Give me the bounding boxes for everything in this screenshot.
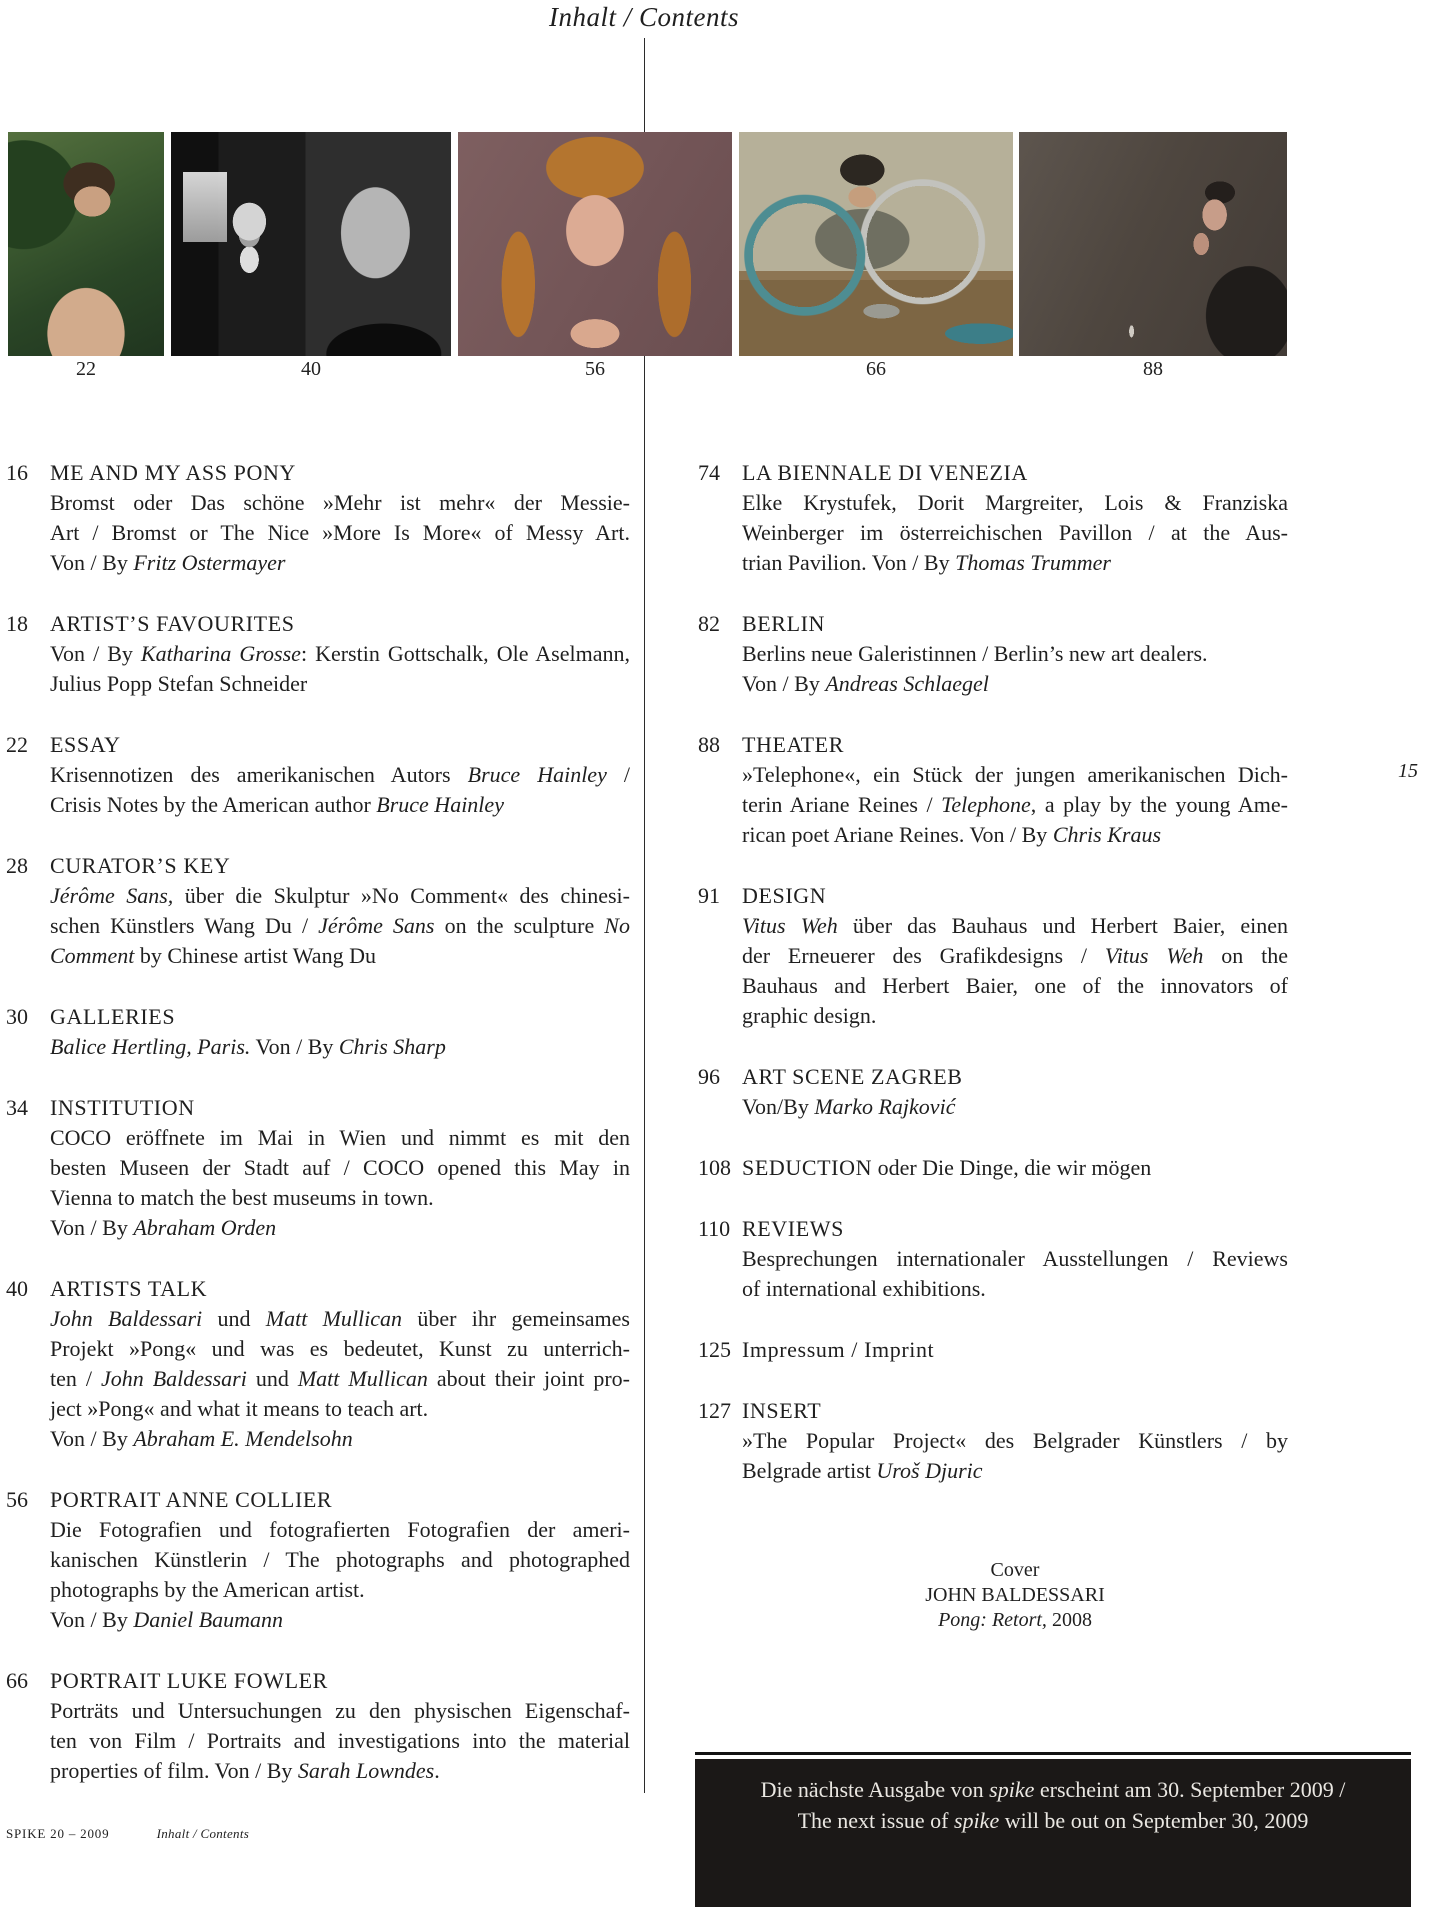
photo-page-number: 40: [301, 358, 321, 380]
entry-text-line: Belgrade artist Uroš Djuric: [742, 1458, 983, 1483]
entry-text-line: Jérôme Sans, über die Skulptur »No Comment« des chinesi-: [50, 883, 630, 908]
photo-theater-scene: [1019, 132, 1287, 356]
footer-section: Inhalt / Contents: [156, 1826, 250, 1841]
photo-page-number: 22: [76, 358, 96, 380]
entry-body: [50, 1274, 630, 1454]
entry-body: [50, 458, 630, 578]
entry-title: REVIEWS: [742, 1216, 844, 1241]
entry-title: Impressum / Imprint: [742, 1337, 935, 1362]
entry-text-line: Bromst oder Das schöne »Mehr ist mehr« der Messie-: [50, 490, 630, 515]
entry-title: THEATER: [742, 732, 844, 757]
entry-text-line: trian Pavilion. Von / By Thomas Trummer: [742, 550, 1111, 575]
entry-text-line: Von / By Katharina Grosse: Kerstin Gottschalk, Ole Aselmann,: [50, 641, 630, 666]
photo-two-artists-bw: [171, 132, 451, 356]
entry-text-line: Von / By Andreas Schlaegel: [742, 671, 989, 696]
toc-entry: [698, 1214, 1288, 1304]
entry-text-line: Von / By Abraham E. Mendelsohn: [50, 1426, 353, 1451]
entry-text-line: Elke Krystufek, Dorit Margreiter, Lois & Franziska: [742, 490, 1288, 515]
entry-page-number: 108: [698, 1155, 731, 1180]
entry-text-line: rican poet Ariane Reines. Von / By Chris Kraus: [742, 822, 1162, 847]
entry-text-line: COCO eröffnete im Mai in Wien und nimmt es mit den: [50, 1125, 630, 1150]
entry-title: INSERT: [742, 1398, 822, 1423]
entry-text-line: of international exhibitions.: [742, 1276, 986, 1301]
entry-body: [50, 1666, 630, 1786]
entry-title: ARTISTS TALK: [50, 1276, 208, 1301]
entry-text-line: Weinberger im österreichischen Pavillon / at the Aus-: [742, 520, 1288, 545]
folio-number: 15: [1398, 760, 1418, 782]
toc-entry: [698, 458, 1288, 578]
entry-title: ESSAY: [50, 732, 121, 757]
right-column: [698, 458, 1288, 1633]
entry-title: PORTRAIT LUKE FOWLER: [50, 1668, 328, 1693]
entry-title: GALLERIES: [50, 1004, 176, 1029]
entry-title: INSTITUTION: [50, 1095, 195, 1120]
toc-entry: [698, 609, 1288, 699]
photo-page-number: 56: [585, 358, 605, 380]
entry-text-line: graphic design.: [742, 1003, 877, 1028]
toc-entry: [6, 851, 630, 971]
entry-text-line: John Baldessari und Matt Mullican über ihr gemeinsames: [50, 1306, 630, 1331]
entry-page-number: 22: [6, 732, 28, 757]
entry-title: LA BIENNALE DI VENEZIA: [742, 460, 1028, 485]
next-issue-box: [695, 1752, 1411, 1907]
entry-text-line: »Telephone«, ein Stück der jungen amerikanischen Dich-: [742, 762, 1288, 787]
entry-page-number: 66: [6, 1668, 28, 1693]
next-issue-line-1: Die nächste Ausgabe von spike erscheint am 30. September 2009 /: [760, 1777, 1346, 1802]
entry-text-line: schen Künstlers Wang Du / Jérôme Sans on the sculpture No: [50, 913, 630, 938]
entry-body: [742, 1335, 1288, 1365]
entry-title: ME AND MY ASS PONY: [50, 460, 296, 485]
entry-text-line: ten von Film / Portraits and investigations into the material: [50, 1728, 630, 1753]
entry-page-number: 127: [698, 1398, 731, 1423]
photo-luke-fowler-reels: [739, 132, 1013, 356]
entry-text-line: Die Fotografien und fotografierten Fotografien der ameri-: [50, 1517, 630, 1542]
entry-body: [742, 1153, 1288, 1183]
toc-entry: [698, 730, 1288, 850]
entry-text-line: terin Ariane Reines / Telephone, a play by the young Ame-: [742, 792, 1288, 817]
entry-text-line: Krisennotizen des amerikanischen Autors Bruce Hainley /: [50, 762, 630, 787]
entry-body: [742, 881, 1288, 1031]
entry-page-number: 74: [698, 460, 720, 485]
entry-title: CURATOR’S KEY: [50, 853, 231, 878]
cover-work: Pong: Retort, 2008: [938, 1609, 1092, 1631]
toc-entry: [698, 881, 1288, 1031]
cover-credit: [742, 1558, 1288, 1633]
entry-body: [50, 609, 630, 699]
entry-body: [50, 730, 630, 820]
entry-text-line: der Erneuerer des Grafikdesigns / Vitus Weh on the: [742, 943, 1288, 968]
entry-body: [50, 1093, 630, 1243]
entry-text-line: besten Museen der Stadt auf / COCO opened this May in: [50, 1155, 630, 1180]
toc-entry: [6, 458, 630, 578]
entry-text-line: kanischen Künstlerin / The photographs and photographed: [50, 1547, 630, 1572]
entry-page-number: 56: [6, 1487, 28, 1512]
top-rule: [695, 1752, 1411, 1755]
entry-page-number: 82: [698, 611, 720, 636]
entry-page-number: 40: [6, 1276, 28, 1301]
entry-title: DESIGN: [742, 883, 827, 908]
toc-entry: [6, 1666, 630, 1786]
entry-title: PORTRAIT ANNE COLLIER: [50, 1487, 333, 1512]
entry-page-number: 18: [6, 611, 28, 636]
entry-title: SEDUCTION oder Die Dinge, die wir mögen: [742, 1155, 1152, 1180]
cover-artist: JOHN BALDESSARI: [925, 1584, 1105, 1606]
entry-body: [742, 1214, 1288, 1304]
entry-body: [50, 851, 630, 971]
toc-entry: [6, 730, 630, 820]
entry-text-line: Comment by Chinese artist Wang Du: [50, 943, 376, 968]
entry-text-line: Vienna to match the best museums in town.: [50, 1185, 434, 1210]
photo-anne-collier: [458, 132, 732, 356]
entry-body: [742, 1062, 1288, 1122]
toc-entry: [6, 609, 630, 699]
entry-text-line: Von/By Marko Rajković: [742, 1094, 956, 1119]
entry-page-number: 16: [6, 460, 28, 485]
entry-title: BERLIN: [742, 611, 826, 636]
entry-text-line: Projekt »Pong« und was es bedeutet, Kunst zu unterrich-: [50, 1336, 630, 1361]
entry-body: [50, 1485, 630, 1635]
photo-page-number: 88: [1143, 358, 1163, 380]
entry-text-line: Von / By Fritz Ostermayer: [50, 550, 286, 575]
toc-entry: [6, 1093, 630, 1243]
entry-text-line: ject »Pong« and what it means to teach art.: [50, 1396, 429, 1421]
entry-text-line: Crisis Notes by the American author Bruce Hainley: [50, 792, 504, 817]
cover-label: Cover: [990, 1559, 1040, 1581]
toc-entry: [698, 1396, 1288, 1486]
entry-page-number: 96: [698, 1064, 720, 1089]
entry-text-line: »The Popular Project« des Belgrader Künstlers / by: [742, 1428, 1288, 1453]
toc-entry: [6, 1274, 630, 1454]
entry-text-line: Balice Hertling, Paris. Von / By Chris Sharp: [50, 1034, 446, 1059]
entry-text-line: Bauhaus and Herbert Baier, one of the innovators of: [742, 973, 1288, 998]
entry-text-line: Art / Bromst or The Nice »More Is More« of Messy Art.: [50, 520, 630, 545]
toc-entry: [698, 1335, 1288, 1365]
entry-text-line: Besprechungen internationaler Ausstellungen / Reviews: [742, 1246, 1288, 1271]
entry-page-number: 28: [6, 853, 28, 878]
entry-body: [742, 730, 1288, 850]
entry-page-number: 91: [698, 883, 720, 908]
page-title: Inhalt / Contents: [549, 2, 739, 32]
left-column: [6, 458, 630, 1817]
entry-body: [742, 1396, 1288, 1486]
entry-text-line: Vitus Weh über das Bauhaus und Herbert Baier, einen: [742, 913, 1288, 938]
photo-portrait-boy: [8, 132, 164, 356]
entry-page-number: 125: [698, 1337, 731, 1362]
toc-entry: [6, 1002, 630, 1062]
entry-text-line: Von / By Abraham Orden: [50, 1215, 277, 1240]
entry-text-line: Berlins neue Galeristinnen / Berlin’s new art dealers.: [742, 641, 1208, 666]
next-issue-line-2: The next issue of spike will be out on September 30, 2009: [797, 1808, 1309, 1833]
entry-title: ARTIST’S FAVOURITES: [50, 611, 295, 636]
entry-text-line: ten / John Baldessari und Matt Mullican about their joint pro-: [50, 1366, 631, 1391]
toc-entry: [698, 1153, 1288, 1183]
entry-page-number: 110: [698, 1216, 731, 1241]
footer: [6, 1826, 249, 1842]
entry-text-line: Porträts und Untersuchungen zu den physischen Eigenschaf-: [50, 1698, 630, 1723]
entry-body: [50, 1002, 630, 1062]
entry-title: ART SCENE ZAGREB: [742, 1064, 963, 1089]
entry-text-line: properties of film. Von / By Sarah Lowndes.: [50, 1758, 440, 1783]
entry-body: [742, 609, 1288, 699]
entry-text-line: photographs by the American artist.: [50, 1577, 365, 1602]
entry-page-number: 30: [6, 1004, 28, 1029]
photo-page-number: 66: [866, 358, 886, 380]
entry-text-line: Julius Popp Stefan Schneider: [50, 671, 308, 696]
toc-entry: [698, 1062, 1288, 1122]
entry-text-line: Von / By Daniel Baumann: [50, 1607, 284, 1632]
toc-entry: [6, 1485, 630, 1635]
entry-page-number: 88: [698, 732, 720, 757]
entry-page-number: 34: [6, 1095, 28, 1120]
footer-issue: SPIKE 20 – 2009: [6, 1826, 110, 1841]
entry-body: [742, 458, 1288, 578]
